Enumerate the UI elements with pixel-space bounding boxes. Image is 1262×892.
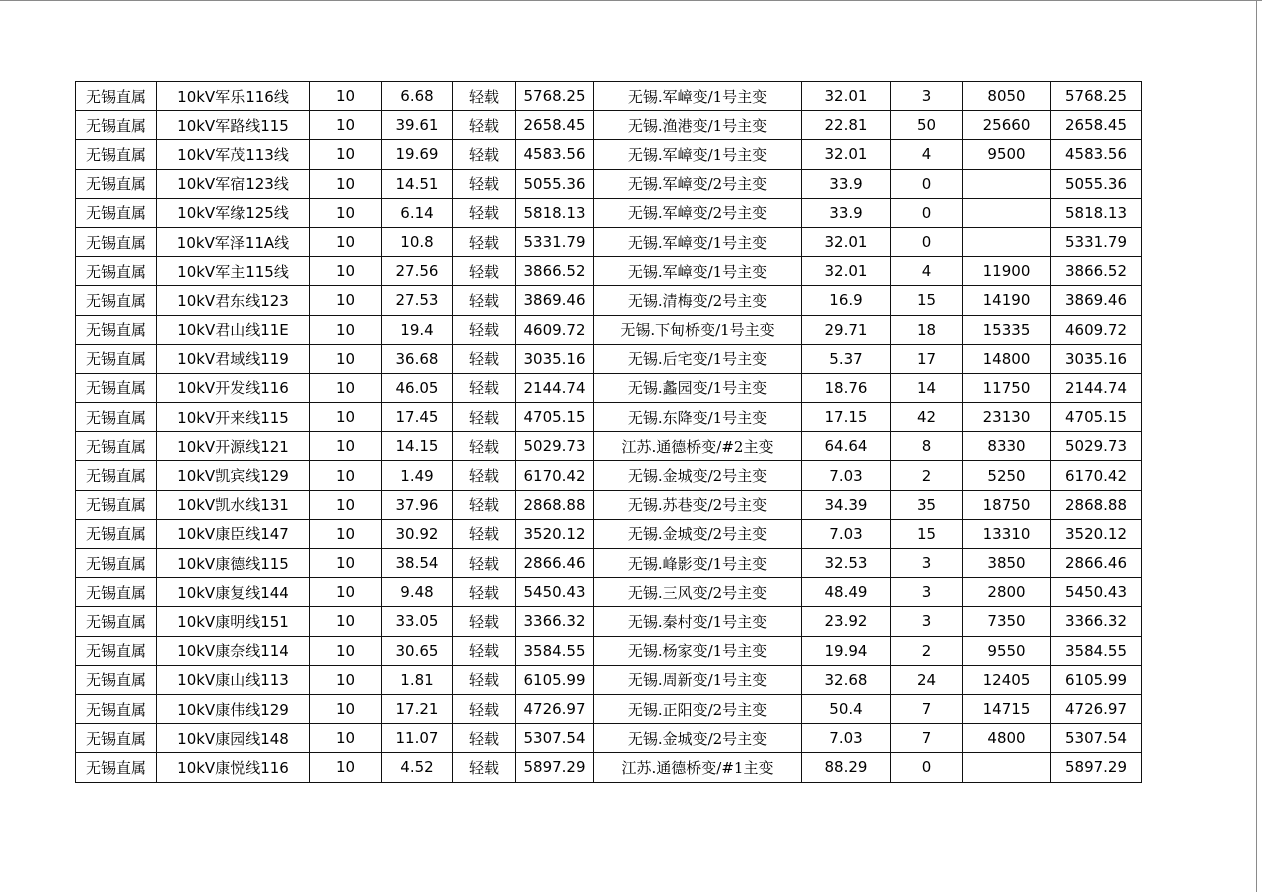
table-row xyxy=(76,432,1142,461)
capacity-cell: 5450.43 xyxy=(516,578,594,607)
voltage-cell: 10 xyxy=(310,549,382,578)
substation-cell: 无锡.军嶂变/1号主变 xyxy=(594,140,802,169)
line-name-cell: 10kV开来线115 xyxy=(157,403,310,432)
status-cell: 轻载 xyxy=(453,753,516,782)
installed-capacity-cell: 14715 xyxy=(963,694,1051,723)
available-capacity-cell: 4726.97 xyxy=(1051,694,1142,723)
voltage-cell: 10 xyxy=(310,724,382,753)
status-cell: 轻载 xyxy=(453,227,516,256)
installed-capacity-cell: 14190 xyxy=(963,286,1051,315)
count-cell: 3 xyxy=(891,578,963,607)
load-rate-cell: 30.65 xyxy=(382,636,453,665)
load-rate-cell: 1.81 xyxy=(382,665,453,694)
table-row xyxy=(76,373,1142,402)
available-capacity-cell: 2866.46 xyxy=(1051,549,1142,578)
line-name-cell: 10kV军缘125线 xyxy=(157,198,310,227)
transformer-rate-cell: 18.76 xyxy=(802,373,891,402)
line-name-cell: 10kV君东线123 xyxy=(157,286,310,315)
load-rate-cell: 37.96 xyxy=(382,490,453,519)
transformer-rate-cell: 16.9 xyxy=(802,286,891,315)
installed-capacity-cell: 9500 xyxy=(963,140,1051,169)
available-capacity-cell: 4609.72 xyxy=(1051,315,1142,344)
transformer-rate-cell: 32.68 xyxy=(802,665,891,694)
available-capacity-cell: 3366.32 xyxy=(1051,607,1142,636)
voltage-cell: 10 xyxy=(310,607,382,636)
feeder-load-table xyxy=(75,81,1142,783)
org-cell: 无锡直属 xyxy=(76,519,157,548)
transformer-rate-cell: 5.37 xyxy=(802,344,891,373)
installed-capacity-cell xyxy=(963,753,1051,782)
org-cell: 无锡直属 xyxy=(76,636,157,665)
installed-capacity-cell xyxy=(963,169,1051,198)
line-name-cell: 10kV军宿123线 xyxy=(157,169,310,198)
installed-capacity-cell: 3850 xyxy=(963,549,1051,578)
status-cell: 轻载 xyxy=(453,694,516,723)
table-row xyxy=(76,665,1142,694)
installed-capacity-cell xyxy=(963,227,1051,256)
line-name-cell: 10kV康臣线147 xyxy=(157,519,310,548)
capacity-cell: 2866.46 xyxy=(516,549,594,578)
available-capacity-cell: 2144.74 xyxy=(1051,373,1142,402)
count-cell: 3 xyxy=(891,549,963,578)
substation-cell: 无锡.秦村变/1号主变 xyxy=(594,607,802,636)
count-cell: 14 xyxy=(891,373,963,402)
capacity-cell: 3869.46 xyxy=(516,286,594,315)
voltage-cell: 10 xyxy=(310,694,382,723)
available-capacity-cell: 5307.54 xyxy=(1051,724,1142,753)
load-rate-cell: 33.05 xyxy=(382,607,453,636)
org-cell: 无锡直属 xyxy=(76,694,157,723)
transformer-rate-cell: 29.71 xyxy=(802,315,891,344)
voltage-cell: 10 xyxy=(310,578,382,607)
available-capacity-cell: 5029.73 xyxy=(1051,432,1142,461)
load-rate-cell: 39.61 xyxy=(382,111,453,140)
voltage-cell: 10 xyxy=(310,169,382,198)
table-row xyxy=(76,490,1142,519)
transformer-rate-cell: 7.03 xyxy=(802,519,891,548)
table-row xyxy=(76,198,1142,227)
capacity-cell: 3584.55 xyxy=(516,636,594,665)
transformer-rate-cell: 34.39 xyxy=(802,490,891,519)
line-name-cell: 10kV康伟线129 xyxy=(157,694,310,723)
available-capacity-cell: 4705.15 xyxy=(1051,403,1142,432)
page-right-border xyxy=(1256,0,1257,892)
count-cell: 50 xyxy=(891,111,963,140)
transformer-rate-cell: 32.01 xyxy=(802,140,891,169)
substation-cell: 无锡.军嶂变/1号主变 xyxy=(594,82,802,111)
line-name-cell: 10kV康园线148 xyxy=(157,724,310,753)
load-rate-cell: 9.48 xyxy=(382,578,453,607)
substation-cell: 无锡.峰影变/1号主变 xyxy=(594,549,802,578)
line-name-cell: 10kV康明线151 xyxy=(157,607,310,636)
capacity-cell: 2658.45 xyxy=(516,111,594,140)
installed-capacity-cell: 23130 xyxy=(963,403,1051,432)
status-cell: 轻载 xyxy=(453,403,516,432)
voltage-cell: 10 xyxy=(310,432,382,461)
org-cell: 无锡直属 xyxy=(76,724,157,753)
status-cell: 轻载 xyxy=(453,140,516,169)
count-cell: 0 xyxy=(891,753,963,782)
substation-cell: 无锡.金城变/2号主变 xyxy=(594,724,802,753)
load-rate-cell: 38.54 xyxy=(382,549,453,578)
line-name-cell: 10kV军泽11A线 xyxy=(157,227,310,256)
org-cell: 无锡直属 xyxy=(76,286,157,315)
substation-cell: 江苏.通德桥变/#2主变 xyxy=(594,432,802,461)
installed-capacity-cell: 8050 xyxy=(963,82,1051,111)
line-name-cell: 10kV君域线119 xyxy=(157,344,310,373)
load-rate-cell: 6.68 xyxy=(382,82,453,111)
transformer-rate-cell: 32.01 xyxy=(802,257,891,286)
transformer-rate-cell: 19.94 xyxy=(802,636,891,665)
capacity-cell: 4705.15 xyxy=(516,403,594,432)
table-row xyxy=(76,694,1142,723)
capacity-cell: 5055.36 xyxy=(516,169,594,198)
count-cell: 2 xyxy=(891,636,963,665)
load-rate-cell: 27.53 xyxy=(382,286,453,315)
count-cell: 3 xyxy=(891,82,963,111)
count-cell: 35 xyxy=(891,490,963,519)
line-name-cell: 10kV开源线121 xyxy=(157,432,310,461)
table-body xyxy=(76,82,1142,783)
substation-cell: 无锡.周新变/1号主变 xyxy=(594,665,802,694)
load-rate-cell: 14.15 xyxy=(382,432,453,461)
installed-capacity-cell: 7350 xyxy=(963,607,1051,636)
installed-capacity-cell: 5250 xyxy=(963,461,1051,490)
line-name-cell: 10kV君山线11E xyxy=(157,315,310,344)
available-capacity-cell: 5897.29 xyxy=(1051,753,1142,782)
org-cell: 无锡直属 xyxy=(76,373,157,402)
table-row xyxy=(76,257,1142,286)
transformer-rate-cell: 48.49 xyxy=(802,578,891,607)
capacity-cell: 4583.56 xyxy=(516,140,594,169)
count-cell: 4 xyxy=(891,140,963,169)
status-cell: 轻载 xyxy=(453,490,516,519)
org-cell: 无锡直属 xyxy=(76,82,157,111)
available-capacity-cell: 3035.16 xyxy=(1051,344,1142,373)
substation-cell: 无锡.渔港变/1号主变 xyxy=(594,111,802,140)
org-cell: 无锡直属 xyxy=(76,753,157,782)
count-cell: 15 xyxy=(891,519,963,548)
org-cell: 无锡直属 xyxy=(76,140,157,169)
table-row xyxy=(76,169,1142,198)
count-cell: 24 xyxy=(891,665,963,694)
substation-cell: 无锡.军嶂变/2号主变 xyxy=(594,169,802,198)
table-row xyxy=(76,315,1142,344)
substation-cell: 无锡.军嶂变/2号主变 xyxy=(594,198,802,227)
status-cell: 轻载 xyxy=(453,198,516,227)
available-capacity-cell: 2868.88 xyxy=(1051,490,1142,519)
available-capacity-cell: 3520.12 xyxy=(1051,519,1142,548)
voltage-cell: 10 xyxy=(310,286,382,315)
transformer-rate-cell: 88.29 xyxy=(802,753,891,782)
org-cell: 无锡直属 xyxy=(76,227,157,256)
status-cell: 轻载 xyxy=(453,373,516,402)
available-capacity-cell: 5768.25 xyxy=(1051,82,1142,111)
installed-capacity-cell: 14800 xyxy=(963,344,1051,373)
substation-cell: 无锡.军嶂变/1号主变 xyxy=(594,227,802,256)
org-cell: 无锡直属 xyxy=(76,607,157,636)
status-cell: 轻载 xyxy=(453,724,516,753)
load-rate-cell: 36.68 xyxy=(382,344,453,373)
voltage-cell: 10 xyxy=(310,111,382,140)
count-cell: 4 xyxy=(891,257,963,286)
voltage-cell: 10 xyxy=(310,227,382,256)
capacity-cell: 6170.42 xyxy=(516,461,594,490)
table-row xyxy=(76,607,1142,636)
voltage-cell: 10 xyxy=(310,373,382,402)
capacity-cell: 2144.74 xyxy=(516,373,594,402)
status-cell: 轻载 xyxy=(453,344,516,373)
load-rate-cell: 4.52 xyxy=(382,753,453,782)
substation-cell: 无锡.杨家变/1号主变 xyxy=(594,636,802,665)
count-cell: 3 xyxy=(891,607,963,636)
substation-cell: 无锡.金城变/2号主变 xyxy=(594,461,802,490)
status-cell: 轻载 xyxy=(453,315,516,344)
status-cell: 轻载 xyxy=(453,169,516,198)
line-name-cell: 10kV康复线144 xyxy=(157,578,310,607)
status-cell: 轻载 xyxy=(453,111,516,140)
substation-cell: 无锡.正阳变/2号主变 xyxy=(594,694,802,723)
table-row xyxy=(76,403,1142,432)
voltage-cell: 10 xyxy=(310,490,382,519)
load-rate-cell: 11.07 xyxy=(382,724,453,753)
voltage-cell: 10 xyxy=(310,636,382,665)
capacity-cell: 5768.25 xyxy=(516,82,594,111)
table-row xyxy=(76,82,1142,111)
org-cell: 无锡直属 xyxy=(76,403,157,432)
voltage-cell: 10 xyxy=(310,198,382,227)
capacity-cell: 5818.13 xyxy=(516,198,594,227)
table-row xyxy=(76,753,1142,782)
status-cell: 轻载 xyxy=(453,461,516,490)
org-cell: 无锡直属 xyxy=(76,578,157,607)
substation-cell: 无锡.东降变/1号主变 xyxy=(594,403,802,432)
voltage-cell: 10 xyxy=(310,665,382,694)
capacity-cell: 3366.32 xyxy=(516,607,594,636)
voltage-cell: 10 xyxy=(310,257,382,286)
status-cell: 轻载 xyxy=(453,578,516,607)
line-name-cell: 10kV康悦线116 xyxy=(157,753,310,782)
installed-capacity-cell: 2800 xyxy=(963,578,1051,607)
capacity-cell: 4726.97 xyxy=(516,694,594,723)
load-rate-cell: 19.69 xyxy=(382,140,453,169)
org-cell: 无锡直属 xyxy=(76,257,157,286)
org-cell: 无锡直属 xyxy=(76,315,157,344)
load-rate-cell: 14.51 xyxy=(382,169,453,198)
voltage-cell: 10 xyxy=(310,461,382,490)
transformer-rate-cell: 32.01 xyxy=(802,227,891,256)
capacity-cell: 3866.52 xyxy=(516,257,594,286)
org-cell: 无锡直属 xyxy=(76,665,157,694)
capacity-cell: 5897.29 xyxy=(516,753,594,782)
load-rate-cell: 17.21 xyxy=(382,694,453,723)
table-row xyxy=(76,636,1142,665)
substation-cell: 无锡.清梅变/2号主变 xyxy=(594,286,802,315)
count-cell: 7 xyxy=(891,694,963,723)
org-cell: 无锡直属 xyxy=(76,344,157,373)
line-name-cell: 10kV凯水线131 xyxy=(157,490,310,519)
capacity-cell: 4609.72 xyxy=(516,315,594,344)
line-name-cell: 10kV康山线113 xyxy=(157,665,310,694)
installed-capacity-cell: 9550 xyxy=(963,636,1051,665)
line-name-cell: 10kV军路线115 xyxy=(157,111,310,140)
installed-capacity-cell: 25660 xyxy=(963,111,1051,140)
count-cell: 15 xyxy=(891,286,963,315)
org-cell: 无锡直属 xyxy=(76,111,157,140)
transformer-rate-cell: 32.01 xyxy=(802,82,891,111)
table-row xyxy=(76,227,1142,256)
installed-capacity-cell: 12405 xyxy=(963,665,1051,694)
status-cell: 轻载 xyxy=(453,607,516,636)
voltage-cell: 10 xyxy=(310,82,382,111)
available-capacity-cell: 3869.46 xyxy=(1051,286,1142,315)
load-rate-cell: 30.92 xyxy=(382,519,453,548)
installed-capacity-cell: 18750 xyxy=(963,490,1051,519)
transformer-rate-cell: 7.03 xyxy=(802,461,891,490)
substation-cell: 无锡.金城变/2号主变 xyxy=(594,519,802,548)
status-cell: 轻载 xyxy=(453,636,516,665)
count-cell: 7 xyxy=(891,724,963,753)
org-cell: 无锡直属 xyxy=(76,169,157,198)
org-cell: 无锡直属 xyxy=(76,198,157,227)
count-cell: 0 xyxy=(891,169,963,198)
substation-cell: 无锡.下甸桥变/1号主变 xyxy=(594,315,802,344)
transformer-rate-cell: 33.9 xyxy=(802,169,891,198)
org-cell: 无锡直属 xyxy=(76,490,157,519)
voltage-cell: 10 xyxy=(310,140,382,169)
line-name-cell: 10kV军茂113线 xyxy=(157,140,310,169)
capacity-cell: 3035.16 xyxy=(516,344,594,373)
voltage-cell: 10 xyxy=(310,519,382,548)
org-cell: 无锡直属 xyxy=(76,461,157,490)
voltage-cell: 10 xyxy=(310,403,382,432)
capacity-cell: 6105.99 xyxy=(516,665,594,694)
table-row xyxy=(76,519,1142,548)
available-capacity-cell: 3866.52 xyxy=(1051,257,1142,286)
transformer-rate-cell: 32.53 xyxy=(802,549,891,578)
status-cell: 轻载 xyxy=(453,549,516,578)
substation-cell: 无锡.蠡园变/1号主变 xyxy=(594,373,802,402)
status-cell: 轻载 xyxy=(453,519,516,548)
capacity-cell: 2868.88 xyxy=(516,490,594,519)
installed-capacity-cell: 15335 xyxy=(963,315,1051,344)
available-capacity-cell: 5450.43 xyxy=(1051,578,1142,607)
capacity-cell: 5307.54 xyxy=(516,724,594,753)
line-name-cell: 10kV凯宾线129 xyxy=(157,461,310,490)
substation-cell: 无锡.苏巷变/2号主变 xyxy=(594,490,802,519)
transformer-rate-cell: 7.03 xyxy=(802,724,891,753)
installed-capacity-cell: 8330 xyxy=(963,432,1051,461)
available-capacity-cell: 5818.13 xyxy=(1051,198,1142,227)
available-capacity-cell: 3584.55 xyxy=(1051,636,1142,665)
line-name-cell: 10kV军乐116线 xyxy=(157,82,310,111)
load-rate-cell: 1.49 xyxy=(382,461,453,490)
table-row xyxy=(76,549,1142,578)
available-capacity-cell: 6170.42 xyxy=(1051,461,1142,490)
line-name-cell: 10kV康德线115 xyxy=(157,549,310,578)
table-row xyxy=(76,724,1142,753)
voltage-cell: 10 xyxy=(310,344,382,373)
substation-cell: 江苏.通德桥变/#1主变 xyxy=(594,753,802,782)
installed-capacity-cell xyxy=(963,198,1051,227)
capacity-cell: 5029.73 xyxy=(516,432,594,461)
load-rate-cell: 46.05 xyxy=(382,373,453,402)
count-cell: 17 xyxy=(891,344,963,373)
transformer-rate-cell: 17.15 xyxy=(802,403,891,432)
transformer-rate-cell: 64.64 xyxy=(802,432,891,461)
org-cell: 无锡直属 xyxy=(76,549,157,578)
status-cell: 轻载 xyxy=(453,665,516,694)
installed-capacity-cell: 13310 xyxy=(963,519,1051,548)
substation-cell: 无锡.军嶂变/1号主变 xyxy=(594,257,802,286)
table-row xyxy=(76,578,1142,607)
status-cell: 轻载 xyxy=(453,82,516,111)
available-capacity-cell: 5331.79 xyxy=(1051,227,1142,256)
available-capacity-cell: 6105.99 xyxy=(1051,665,1142,694)
count-cell: 18 xyxy=(891,315,963,344)
capacity-cell: 5331.79 xyxy=(516,227,594,256)
transformer-rate-cell: 22.81 xyxy=(802,111,891,140)
status-cell: 轻载 xyxy=(453,432,516,461)
count-cell: 8 xyxy=(891,432,963,461)
line-name-cell: 10kV开发线116 xyxy=(157,373,310,402)
voltage-cell: 10 xyxy=(310,753,382,782)
load-rate-cell: 10.8 xyxy=(382,227,453,256)
count-cell: 0 xyxy=(891,227,963,256)
line-name-cell: 10kV康奈线114 xyxy=(157,636,310,665)
table-row xyxy=(76,111,1142,140)
status-cell: 轻载 xyxy=(453,257,516,286)
page-top-border xyxy=(0,0,1262,1)
substation-cell: 无锡.后宅变/1号主变 xyxy=(594,344,802,373)
transformer-rate-cell: 33.9 xyxy=(802,198,891,227)
load-rate-cell: 19.4 xyxy=(382,315,453,344)
transformer-rate-cell: 50.4 xyxy=(802,694,891,723)
load-rate-cell: 27.56 xyxy=(382,257,453,286)
load-rate-cell: 17.45 xyxy=(382,403,453,432)
available-capacity-cell: 4583.56 xyxy=(1051,140,1142,169)
table-row xyxy=(76,461,1142,490)
table-row xyxy=(76,286,1142,315)
installed-capacity-cell: 11750 xyxy=(963,373,1051,402)
capacity-cell: 3520.12 xyxy=(516,519,594,548)
substation-cell: 无锡.三风变/2号主变 xyxy=(594,578,802,607)
table-row xyxy=(76,140,1142,169)
voltage-cell: 10 xyxy=(310,315,382,344)
available-capacity-cell: 2658.45 xyxy=(1051,111,1142,140)
load-rate-cell: 6.14 xyxy=(382,198,453,227)
status-cell: 轻载 xyxy=(453,286,516,315)
installed-capacity-cell: 11900 xyxy=(963,257,1051,286)
line-name-cell: 10kV军主115线 xyxy=(157,257,310,286)
count-cell: 42 xyxy=(891,403,963,432)
transformer-rate-cell: 23.92 xyxy=(802,607,891,636)
org-cell: 无锡直属 xyxy=(76,432,157,461)
count-cell: 0 xyxy=(891,198,963,227)
count-cell: 2 xyxy=(891,461,963,490)
table-row xyxy=(76,344,1142,373)
installed-capacity-cell: 4800 xyxy=(963,724,1051,753)
available-capacity-cell: 5055.36 xyxy=(1051,169,1142,198)
